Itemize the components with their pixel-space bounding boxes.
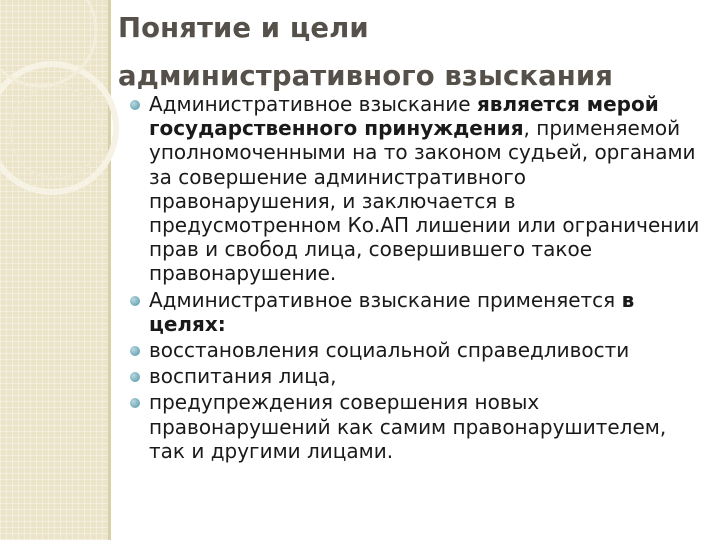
- bullet-bold-text: в целях:: [149, 287, 635, 336]
- bullet-text: восстановления социальной справедливости: [149, 338, 630, 363]
- bullet-item: [126, 364, 706, 388]
- bullet-text: предупреждения совершения новых правонарушений как самим правонарушителем, так и другими лицами.: [149, 390, 667, 463]
- title-line-1: Понятие и цели: [118, 12, 369, 44]
- bullet-dot-icon: [130, 100, 140, 110]
- bullet-dot-icon: [130, 346, 140, 356]
- bullet-bold-text: является мерой государственного принуждения: [149, 92, 659, 141]
- bullet-item: [126, 338, 706, 362]
- bullet-item: [126, 288, 706, 336]
- bullet-text: Административное взыскание: [149, 92, 477, 116]
- bullet-list: [126, 92, 706, 463]
- slide-title: [118, 4, 708, 100]
- title-line-2: административного взыскания: [118, 60, 614, 92]
- bullet-item: [126, 390, 706, 463]
- bullet-text: Административное взыскание применяется: [149, 287, 622, 312]
- bullet-dot-icon: [130, 372, 140, 382]
- bullet-text: воспитания лица,: [149, 364, 337, 389]
- bullet-item: [126, 92, 706, 286]
- bullet-dot-icon: [130, 398, 140, 408]
- bullet-dot-icon: [130, 296, 140, 306]
- bullet-text: , применяемой уполномоченными на то законом судьей, органами за совершение административного правонарушения, и заключается в предусмотренном Ко.АП лишении или ограничении прав и свобод лица, совершившего такое правонарушение.: [149, 116, 700, 286]
